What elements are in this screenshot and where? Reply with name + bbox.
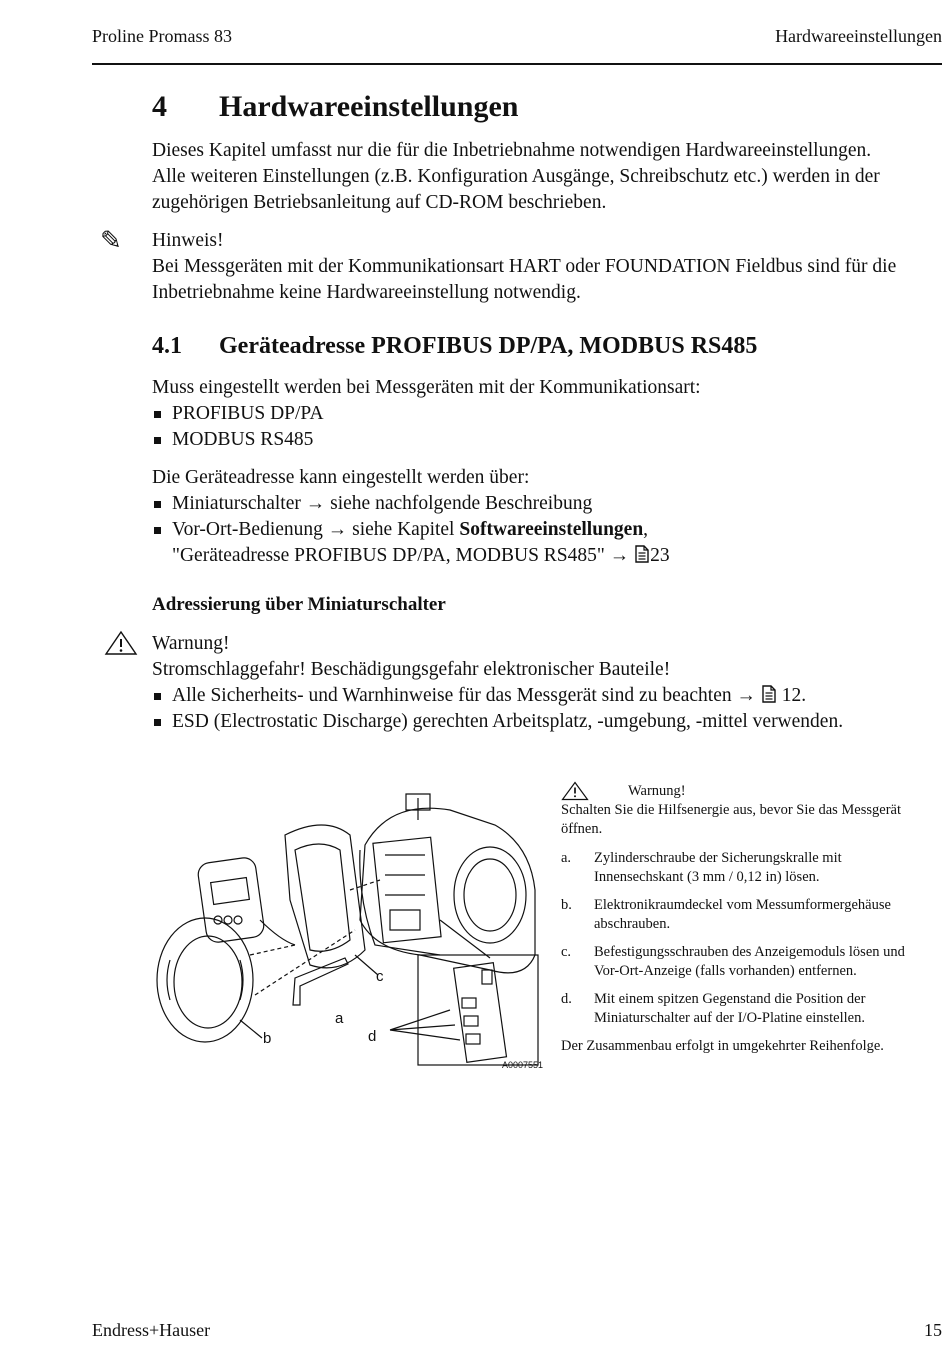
note-line: Bei Messgeräten mit der Kommunikationsart HART oder FOUNDATION Fieldbus sind für die: [152, 256, 897, 277]
label-b: b: [263, 1030, 272, 1047]
comm-type-block: [152, 375, 932, 453]
figure-instructions: [561, 801, 946, 1056]
list-item: [152, 683, 932, 709]
step-d: [561, 990, 946, 1028]
step-letter: b.: [561, 897, 572, 913]
list-item: ESD (Electrostatic Discharge) gerechten Arbeitsplatz, -umgebung, -mittel verwenden.: [152, 709, 932, 735]
section-heading: [152, 333, 757, 360]
list-item: MODBUS RS485: [152, 427, 932, 453]
page-number: 15: [924, 1320, 942, 1340]
figure-code: A0007551: [502, 1060, 544, 1070]
exploded-view-illustration: [150, 780, 550, 1080]
display-holder: [285, 825, 365, 968]
transmitter-housing: [360, 808, 535, 973]
method-text-post: ,: [643, 519, 649, 540]
must-set-text: Muss eingestellt werden bei Messgeräten mit der Kommunikationsart:: [152, 377, 701, 398]
chapter-title: Hardwareeinstellungen: [219, 90, 519, 123]
address-methods-block: [152, 465, 932, 569]
note-block: [152, 228, 896, 306]
running-header-chapter: Hardwareeinstellungen: [775, 26, 942, 46]
subheading: Adressierung über Miniaturschalter: [152, 594, 446, 615]
running-header-product: Proline Promass 83: [92, 26, 233, 46]
step-letter: a.: [561, 850, 572, 866]
label-d: d: [368, 1028, 377, 1045]
step-line: Elektronikraumdeckel vom Messumformergehäuse: [594, 897, 891, 913]
chapter-number: 4: [152, 90, 167, 123]
step-line: Innensechskant (3 mm / 0,12 in) lösen.: [594, 869, 820, 885]
method-text: Vor-Ort-Bedienung → siehe Kapitel: [172, 519, 460, 540]
housing-cover-thread: [454, 847, 526, 943]
note-title: Hinweis!: [152, 230, 224, 251]
figure-warning-title: Warnung!: [628, 783, 686, 799]
label-a: a: [335, 1010, 344, 1027]
step-c: [561, 943, 946, 981]
warning-line: Stromschlaggefahr! Beschädigungsgefahr elektronischer Bauteile!: [152, 659, 671, 680]
software-settings-reference: Softwareeinstellungen: [459, 519, 644, 540]
reassembly-note: Der Zusammenbau erfolgt in umgekehrter Reihenfolge.: [561, 1038, 884, 1054]
warning-title: Warnung!: [152, 633, 230, 654]
intro-line: zugehörigen Betriebsanleitung auf CD-ROM beschrieben.: [152, 192, 607, 213]
step-line: Mit einem spitzen Gegenstand die Position der: [594, 991, 866, 1007]
step-line: Zylinderschraube der Sicherungskralle mit: [594, 850, 842, 866]
step-letter: c.: [561, 944, 572, 960]
warning-triangle-icon: [104, 630, 138, 661]
figure-warning-line: Schalten Sie die Hilfsenergie aus, bevor Sie das Messgerät: [561, 802, 901, 818]
warning-item-text: Alle Sicherheits- und Warnhinweise für das Messgerät sind zu beachten →: [172, 685, 761, 706]
footer-brand: Endress+Hauser: [92, 1320, 211, 1340]
step-line: Miniaturschalter auf der I/O-Platine einstellen.: [594, 1010, 865, 1026]
intro-line: Alle weiteren Einstellungen (z.B. Konfiguration Ausgänge, Schreibschutz etc.) werden in der: [152, 166, 880, 187]
chapter-intro: [152, 138, 880, 216]
note-line: Inbetriebnahme keine Hardwareeinstellung notwendig.: [152, 282, 581, 303]
pencil-icon: ✎: [100, 226, 122, 255]
step-a: [561, 849, 946, 887]
section-title: Geräteadresse PROFIBUS DP/PA, MODBUS RS485: [219, 333, 758, 359]
warning-block: [152, 631, 932, 735]
step-line: Vor-Ort-Anzeige (falls vorhanden) entfernen.: [594, 963, 857, 979]
board-detail-inset: [418, 955, 538, 1065]
label-c: c: [376, 968, 384, 985]
header-rule: [92, 63, 942, 65]
chapter-heading: [152, 90, 518, 124]
section-number: 4.1: [152, 333, 182, 359]
allen-key: [293, 958, 348, 1005]
step-line: Befestigungsschrauben des Anzeigemoduls lösen und: [594, 944, 905, 960]
step-line: abschrauben.: [594, 916, 671, 932]
address-via-text: Die Geräteadresse kann eingestellt werden über:: [152, 467, 530, 488]
intro-line: Dieses Kapitel umfasst nur die für die Inbetriebnahme notwendigen Hardwareeinstellungen.: [152, 140, 872, 161]
method-text-line2: "Geräteadresse PROFIBUS DP/PA, MODBUS RS485" →: [172, 545, 635, 566]
list-item: Miniaturschalter → siehe nachfolgende Beschreibung: [152, 491, 932, 517]
page-reference-icon: [634, 545, 650, 566]
step-letter: d.: [561, 991, 572, 1007]
display-module: [197, 856, 266, 943]
io-board: [373, 837, 441, 943]
page-reference: 23: [650, 545, 670, 566]
step-b: [561, 896, 946, 934]
page-reference: 12.: [781, 685, 807, 706]
page-reference-icon: [761, 685, 777, 706]
list-item: [152, 517, 932, 569]
figure-warning-line: öffnen.: [561, 821, 603, 837]
list-item: PROFIBUS DP/PA: [152, 401, 932, 427]
